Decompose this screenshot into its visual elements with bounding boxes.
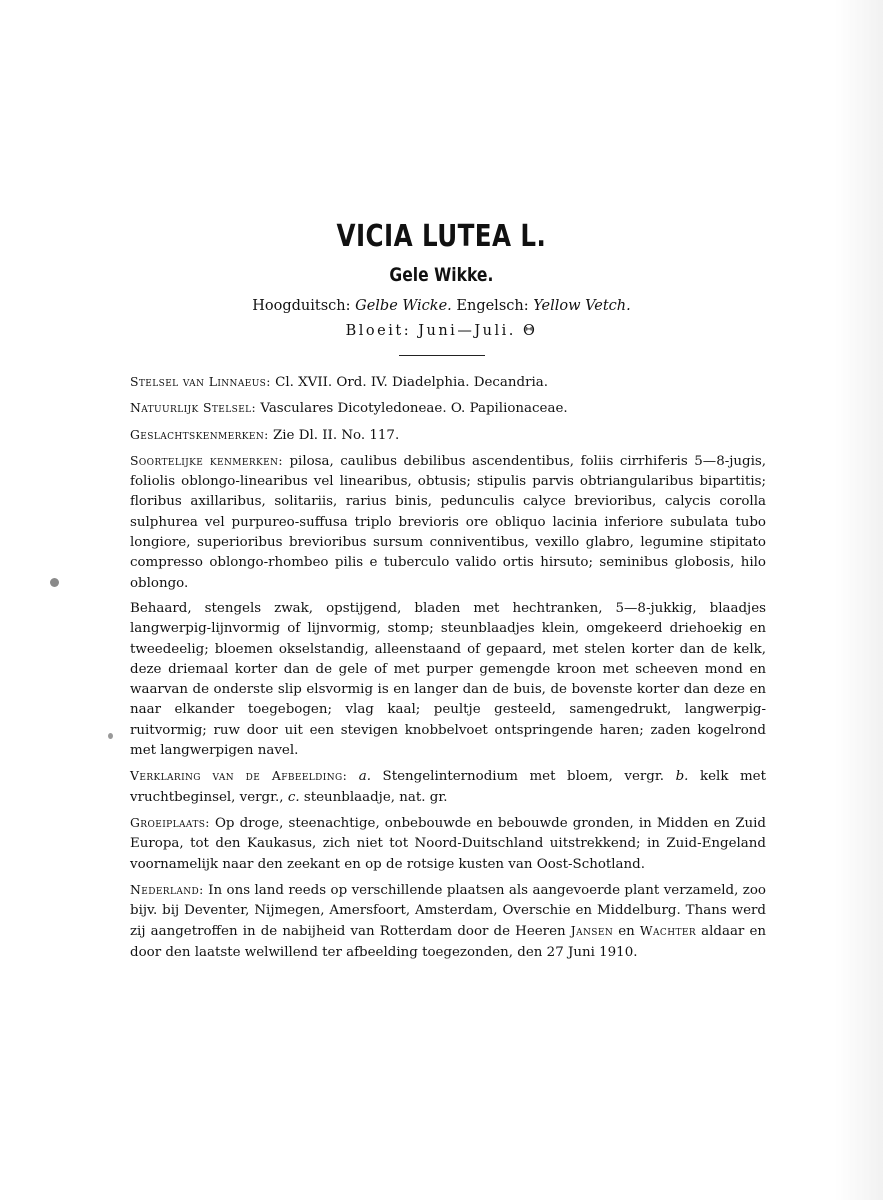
linnaeus-text: Cl. XVII. Ord. IV. Diadelphia. Decandria.: [270, 375, 549, 390]
habitat: [130, 813, 766, 875]
collector-name-jansen: Jansen: [570, 923, 614, 939]
english-name: Yellow Vetch.: [533, 298, 631, 314]
figure-letter-a: a.: [358, 769, 371, 785]
figure-text-a: Stengelinternodium met bloem, vergr.: [371, 769, 676, 785]
dutch-description: [130, 599, 766, 761]
genus-label: Geslachtskenmerken:: [130, 426, 269, 442]
page-title: VICIA LUTEA L.: [336, 219, 547, 254]
natural-label: Natuurlijk Stelsel:: [130, 400, 257, 416]
natural-system: [130, 398, 766, 419]
english-label: Engelsch:: [456, 298, 529, 314]
netherlands-text-2: en: [613, 924, 640, 940]
genus-text: Zie Dl. II. No. 117.: [268, 427, 400, 443]
page-speck: [50, 578, 59, 587]
collector-name-wachter: Wachter: [639, 923, 697, 939]
page-speck: [108, 733, 113, 739]
genus-characters: [130, 425, 766, 446]
figure-explanation: [130, 766, 766, 808]
figure-letter-c: c.: [287, 789, 300, 805]
title-divider: [399, 355, 485, 356]
netherlands-text-1: In ons land reeds op verschillende plaatsen als aangevoerde plant verzameld, zoo bijv. bij Deventer, Nijmegen, Amersfoort, Amsterdam, Overschie en Middelburg. Thans werd zij aangetroffen in de nabijheid van Rotterdam door de Heeren: [130, 882, 766, 940]
description-body: [130, 372, 766, 968]
description-text: Behaard, stengels zwak, opstijgend, bladen met hechtranken, 5—8-jukkig, blaadjes langwerpig-lijnvormig of lijnvormig, stomp; steunblaadjes klein, omgekeerd driehoekig en tweedeelig; bloemen okselstandig, alleenstaand of gepaard, met stelen korter dan de kelk, deze driemaal korter dan de gele of met purper gemengde kroon met scheeven mond en waarvan de onderste slip elsvormig is en langer dan de buis, de bovenste korter dan deze en naar elkander toegebogen; vlag kaal; peultje gesteeld, samengedrukt, langwerpig-ruitvormig; ruw door uit een stevigen knobbelvoet ontspringende haren; zaden kogelrond met langwerpigen navel.: [130, 600, 766, 759]
natural-text: Vasculares Dicotyledoneae. O. Papilionaceae.: [256, 401, 568, 417]
netherlands-text-3: aldaar en door den laatste welwillend ter afbeelding toegezonden, den 27 Juni 1910.: [130, 924, 766, 960]
linnaeus-system: [130, 372, 766, 393]
habitat-label: Groeiplaats:: [130, 814, 210, 830]
common-names-line: [0, 298, 883, 314]
linnaeus-label: Stelsel van Linnaeus:: [130, 374, 271, 389]
netherlands-distribution: [130, 880, 766, 963]
habitat-text: Op droge, steenachtige, onbebouwde en bebouwde gronden, in Midden en Zuid Europa, tot den Kaukasus, zich niet tot Noord-Duitschland uitstrekkend; in Zuid-Engeland voornamelijk naar den zeekant en op de rotsige kusten van Oost-Schotland.: [130, 815, 766, 872]
figure-label: Verklaring van de Afbeelding:: [130, 768, 348, 784]
netherlands-label: Nederland:: [130, 881, 204, 897]
bloom-period: Bloeit: Juni—Juli. Θ: [345, 323, 538, 339]
figure-text-c: steunblaadje, nat. gr.: [299, 789, 448, 805]
species-label: Soortelijke kenmerken:: [130, 452, 283, 468]
species-text: pilosa, caulibus debilibus ascendentibus, foliis cirrhiferis 5—8-jugis, foliolis oblongo-linearibus vel linearibus, obtusis; stipulis parvis obtriangularibus bipartitis; floribus axillaribus, solitariis, rarius binis, pedunculis calyce brevioribus, calycis corolla sulphurea vel purpureo-suffusa triplo brevioris ore obliquo lacinia inferiore subulata tubo longiore, superioribus brevioribus sursum conniventibus, vexillo glabro, legumine stipitato compresso oblongo-rhombeo pilis e tuberculo valido ortis hirsuto; seminibus globosis, hilo oblongo.: [130, 453, 766, 591]
german-label: Hoogduitsch:: [252, 298, 351, 314]
page-edge-shadow: [835, 0, 883, 1200]
species-characters: [130, 451, 766, 594]
german-name: Gelbe Wicke.: [355, 298, 452, 314]
figure-text-b: kelk met vruchtbeginsel, vergr.,: [130, 769, 766, 805]
figure-letter-b: b.: [675, 769, 689, 785]
page-subtitle: Gele Wikke.: [389, 264, 494, 286]
